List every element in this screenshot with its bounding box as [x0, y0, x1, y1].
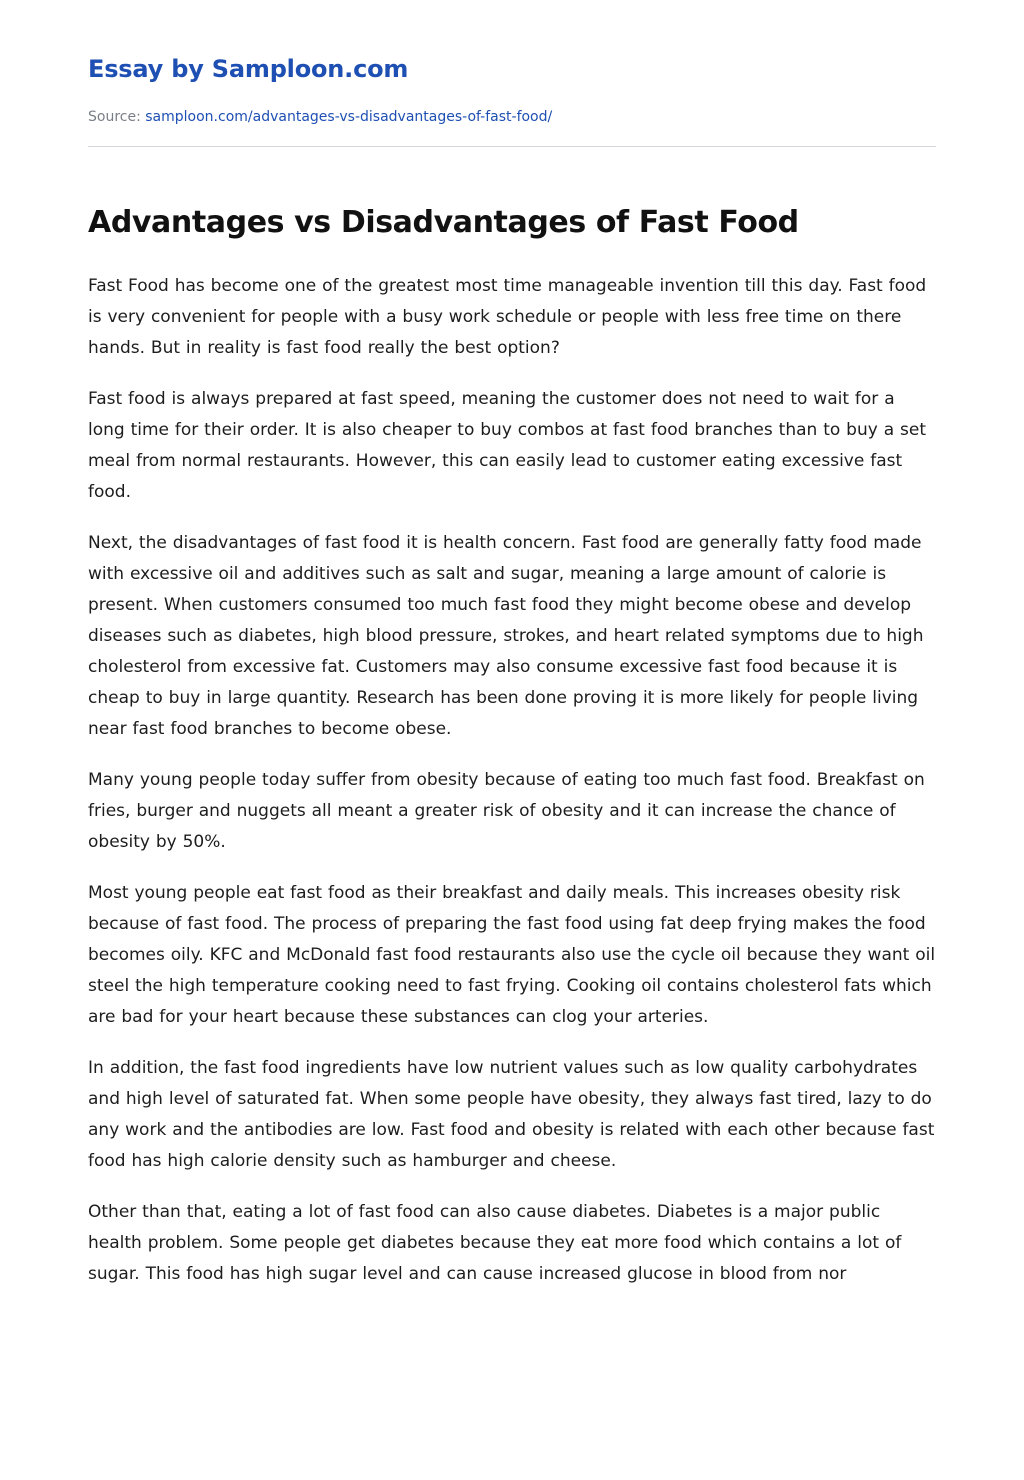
- site-brand[interactable]: Essay by Samploon.com: [88, 55, 409, 83]
- article-paragraph: Fast Food has become one of the greatest most time manageable invention till this day. Fast food is very convenient for people with a busy work schedule or people with less free time on there hands. But in reality is fast food really the best option?: [88, 276, 927, 358]
- source-line: [88, 107, 936, 127]
- header-divider: [88, 146, 936, 147]
- article-body: [88, 271, 936, 1290]
- article-paragraph: Other than that, eating a lot of fast food can also cause diabetes. Diabetes is a major public health problem. Some people get diabetes because they eat more food which contains a lot of sugar. This food has high sugar level and can cause increased glucose in blood from nor: [88, 1202, 902, 1284]
- source-label: Source:: [88, 109, 141, 125]
- source-link[interactable]: samploon.com/advantages-vs-disadvantages-of-fast-food/: [145, 109, 553, 125]
- article-title: Advantages vs Disadvantages of Fast Food: [88, 205, 799, 240]
- article-paragraph: In addition, the fast food ingredients have low nutrient values such as low quality carbohydrates and high level of saturated fat. When some people have obesity, they always fast tired, lazy to do any work and the antibodies are low. Fast food and obesity is related with each other because fast food has high calorie density such as hamburger and cheese.: [88, 1058, 935, 1171]
- article-paragraph: Most young people eat fast food as their breakfast and daily meals. This increases obesity risk because of fast food. The process of preparing the fast food using fat deep frying makes the food becomes oily. KFC and McDonald fast food restaurants also use the cycle oil because they want oil steel the high temperature cooking need to fast frying. Cooking oil contains cholesterol fats which are bad for your heart because these substances can clog your arteries.: [88, 883, 936, 1027]
- article-paragraph: Next, the disadvantages of fast food it is health concern. Fast food are generally fatty food made with excessive oil and additives such as salt and sugar, meaning a large amount of calorie is present. When customers consumed too much fast food they might become obese and develop diseases such as diabetes, high blood pressure, strokes, and heart related symptoms due to high cholesterol from excessive fat. Customers may also consume excessive fast food because it is cheap to buy in large quantity. Research has been done proving it is more likely for people living near fast food branches to become obese.: [88, 533, 924, 739]
- article-paragraph: Many young people today suffer from obesity because of eating too much fast food. Breakfast on fries, burger and nuggets all meant a greater risk of obesity and it can increase the chance of obesity by 50%.: [88, 770, 925, 852]
- article-paragraph: Fast food is always prepared at fast speed, meaning the customer does not need to wait for a long time for their order. It is also cheaper to buy combos at fast food branches than to buy a set meal from normal restaurants. However, this can easily lead to customer eating excessive fast food.: [88, 389, 926, 502]
